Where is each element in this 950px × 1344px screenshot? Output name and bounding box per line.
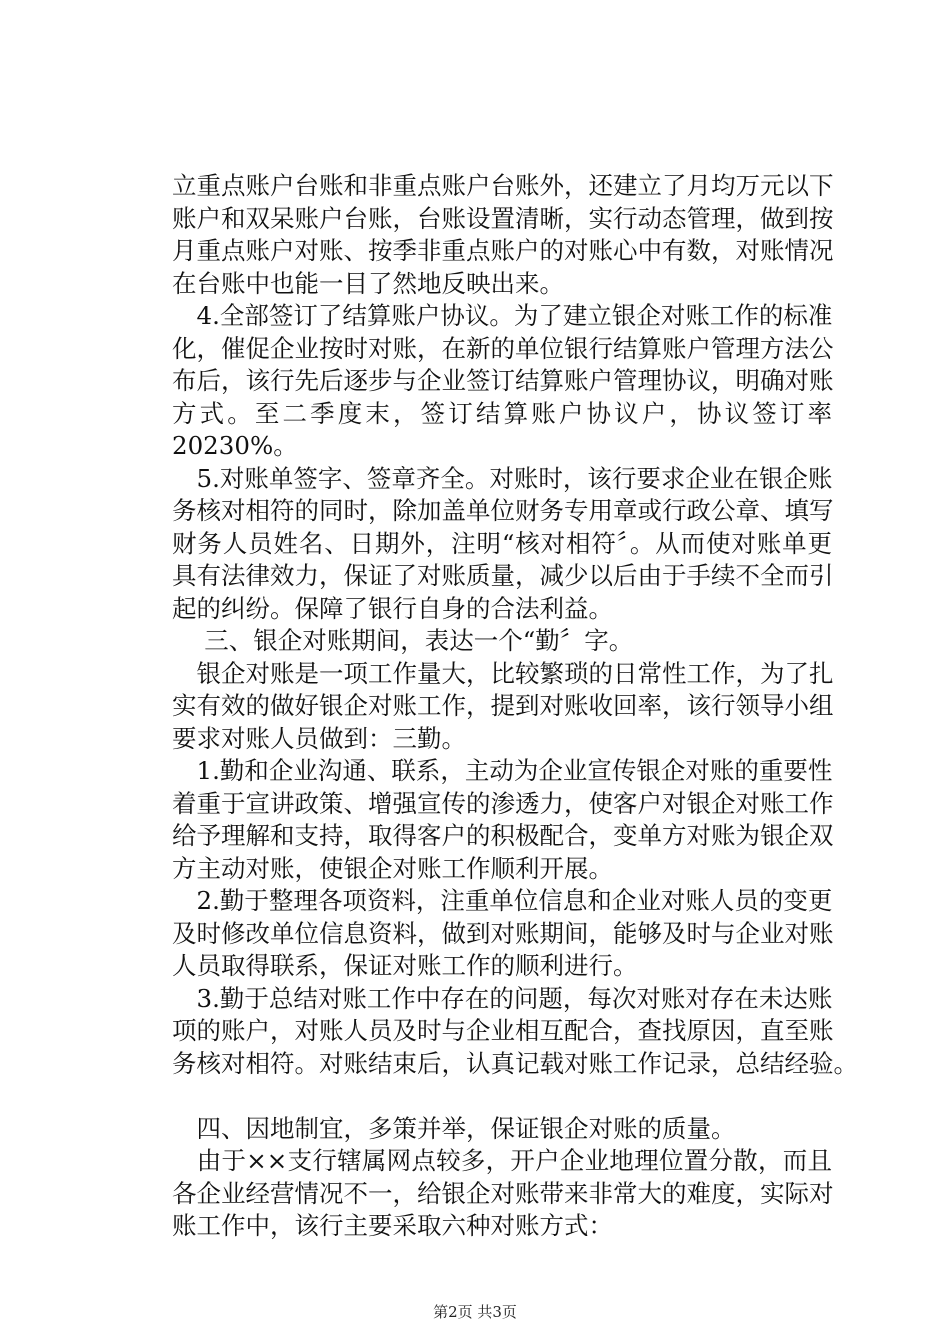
text-line: 务核对相符的同时，除加盖单位财务专用章或行政公章、填写 [172,496,834,525]
text-line: 方式。至二季度末，签订结算账户协议户，协议签订率 [172,398,832,428]
text-line: 立重点账户台账和非重点账户台账外，还建立了月均万元以下 [172,171,834,200]
text-line: 5.对账单签字、签章齐全。对账时，该行要求企业在银企账 [172,463,833,493]
text-line: 3.勤于总结对账工作中存在的问题，每次对账对存在未达账 [172,983,833,1013]
text-line: 各企业经营情况不一，给银企对账带来非常大的难度，实际对 [172,1178,834,1208]
text-line: 四、因地制宜，多策并举，保证银企对账的质量。 [172,1113,736,1143]
text-line: 务核对相符。对账结束后，认真记载对账工作记录，总结经验。 [172,1048,858,1078]
text-line: 项的账户，对账人员及时与企业相互配合，查找原因，直至账 [172,1016,834,1045]
text-line: 布后，该行先后逐步与企业签订结算账户管理协议，明确对账 [172,366,834,395]
text-line: 方主动对账，使银企对账工作顺利开展。 [172,853,613,883]
text-line: 实有效的做好银企对账工作，提到对账收回率，该行领导小组 [172,691,834,720]
text-line: 由于××支行辖属网点较多，开户企业地理位置分散，而且 [172,1146,832,1175]
text-line: 银企对账是一项工作量大，比较繁琐的日常性工作，为了扎 [172,658,834,688]
text-line: 财务人员姓名、日期外，注明“核对相符〞。从而使对账单更 [172,528,832,558]
text-line: 人员取得联系，保证对账工作的顺利进行。 [172,951,638,980]
text-line: 具有法律效力，保证了对账质量，减少以后由于手续不全而引 [172,561,834,590]
text-line: 及时修改单位信息资料，做到对账期间，能够及时与企业对账 [172,918,834,948]
document-body [172,170,858,1243]
text-line: 着重于宣讲政策、增强宣传的渗透力，使客户对银企对账工作 [172,788,834,818]
text-line: 三、银企对账期间，表达一个“勤〞字。 [172,626,634,655]
text-line: 账工作中，该行主要采取六种对账方式： [172,1211,613,1240]
text-line: 化，催促企业按时对账，在新的单位银行结算账户管理方法公 [172,333,834,363]
text-line: 账户和双呆账户台账，台账设置清晰，实行动态管理，做到按 [172,203,834,233]
text-line: 起的纠纷。保障了银行自身的合法利益。 [172,593,613,623]
text-line: 月重点账户对账、按季非重点账户的对账心中有数，对账情况 [172,236,834,265]
text-line: 4.全部签订了结算账户协议。为了建立银企对账工作的标准 [172,301,833,330]
blank-line [172,1080,832,1113]
text-line: 1.勤和企业沟通、联系，主动为企业宣传银企对账的重要性 [172,756,833,785]
text-line: 2.勤于整理各项资料，注重单位信息和企业对账人员的变更 [172,886,833,915]
text-line: 在台账中也能一目了然地反映出来。 [172,268,564,298]
page-footer: 第2页 共3页 [433,1303,517,1321]
text-line: 给予理解和支持，取得客户的积极配合，变单方对账为银企双 [172,821,834,850]
text-line: 20230%。 [172,431,298,460]
text-line: 要求对账人员做到：三勤。 [172,723,466,753]
